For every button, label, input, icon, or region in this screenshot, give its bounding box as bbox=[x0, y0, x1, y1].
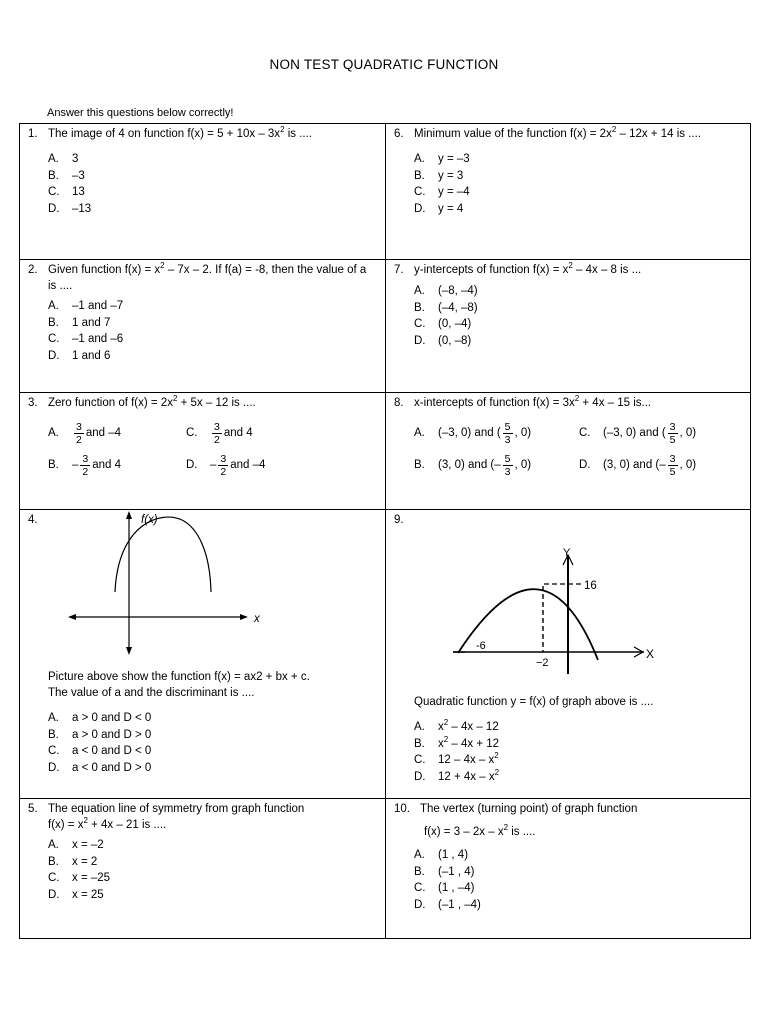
question-10-text: $f(x) = 3 - 2x - x^2$ is .... bbox=[424, 823, 536, 838]
option-d[interactable]: D. a < 0 and D > 0 bbox=[48, 761, 152, 774]
question-3-options bbox=[48, 417, 377, 481]
question-6-text: Minimum value of the function $f(x) = 2x^2 - 12x + 14$ is .... bbox=[414, 125, 701, 140]
option-b[interactable]: B. 1 and 7 bbox=[48, 316, 111, 329]
question-9-options bbox=[414, 719, 742, 785]
page-title: NON TEST QUADRATIC FUNCTION bbox=[269, 57, 499, 72]
question-4-text: The value of a and the discriminant is .... bbox=[48, 687, 255, 699]
option-c[interactable]: C. (1 , –4) bbox=[414, 882, 475, 894]
option-b[interactable]: B. –3 bbox=[48, 169, 85, 182]
fraction: $\frac{3}{5}$ bbox=[669, 420, 676, 446]
question-8-cell bbox=[386, 393, 751, 510]
fraction: $\frac{3}{5}$ bbox=[669, 452, 676, 478]
question-number: 10. bbox=[394, 803, 410, 815]
question-4-text: Picture above show the function f(x) = ax2 + bx + c. bbox=[48, 671, 310, 683]
option-d[interactable]: D. (3, 0) and ( – $\frac{3}{5}$ , 0) bbox=[579, 452, 697, 478]
question-8-text: x-intercepts of function $f(x) = 3x^2 + 4x - 15$ is... bbox=[414, 394, 652, 409]
option-c[interactable]: C. y = –4 bbox=[414, 186, 470, 198]
fraction: $\frac{3}{2}$ bbox=[82, 452, 89, 478]
x-axis-arrow-left bbox=[68, 614, 76, 620]
y-axis-arrow-up bbox=[126, 511, 132, 519]
question-1-options bbox=[48, 151, 377, 217]
option-c[interactable]: C. (0, –4) bbox=[414, 318, 472, 330]
question-10-cell bbox=[386, 799, 751, 939]
question-5-options bbox=[48, 837, 377, 903]
x-axis-arrow-right bbox=[240, 614, 248, 620]
question-number: 3. bbox=[28, 397, 38, 409]
option-a[interactable]: A. $x^2 - 4x - 12$ bbox=[414, 718, 499, 733]
option-b[interactable]: B. x = 2 bbox=[48, 855, 98, 868]
question-number: 8. bbox=[394, 397, 404, 409]
option-b[interactable]: B. – $\frac{3}{2}$ and 4 bbox=[48, 452, 122, 478]
option-d[interactable]: D. – $\frac{3}{2}$ and –4 bbox=[186, 452, 266, 478]
option-a[interactable]: A. 3 bbox=[48, 153, 79, 165]
option-a[interactable]: A. (–3, 0) and ( $\frac{5}{3}$ , 0) bbox=[414, 420, 532, 446]
option-c[interactable]: C. $\frac{3}{2}$ and 4 bbox=[186, 420, 253, 446]
fraction: $\frac{3}{2}$ bbox=[214, 420, 220, 446]
question-1-cell bbox=[20, 124, 386, 260]
question-8-options bbox=[414, 417, 742, 481]
option-d[interactable]: D. y = 4 bbox=[414, 202, 464, 215]
option-b[interactable]: B. a > 0 and D > 0 bbox=[48, 728, 152, 741]
question-number: 9. bbox=[394, 514, 404, 526]
fraction: $\frac{3}{2}$ bbox=[220, 452, 227, 478]
question-6-cell bbox=[386, 124, 751, 260]
option-a[interactable]: A. y = –3 bbox=[414, 153, 470, 165]
x-axis-label: X bbox=[646, 647, 655, 661]
question-10-text: The vertex (turning point) of graph function bbox=[420, 803, 638, 815]
option-a[interactable]: A. x = –2 bbox=[48, 839, 104, 851]
option-d[interactable]: D. x = 25 bbox=[48, 888, 104, 901]
option-c[interactable]: C. x = –25 bbox=[48, 872, 111, 884]
question-number: 1. bbox=[28, 128, 38, 140]
question-number: 4. bbox=[28, 514, 38, 526]
question-7-cell bbox=[386, 260, 751, 393]
option-c[interactable]: C. 13 bbox=[48, 186, 85, 198]
question-2-options bbox=[48, 298, 377, 364]
y-axis-label: Y bbox=[563, 547, 571, 559]
question-6-options bbox=[414, 151, 742, 217]
option-a[interactable]: A. a > 0 and D < 0 bbox=[48, 712, 152, 724]
question-2-cell bbox=[20, 260, 386, 393]
question-4-cell bbox=[20, 510, 386, 799]
option-d[interactable]: D. –13 bbox=[48, 202, 92, 215]
question-number: 5. bbox=[28, 803, 38, 815]
question-number: 6. bbox=[394, 128, 404, 140]
fraction: $\frac{3}{2}$ bbox=[76, 420, 82, 446]
option-c[interactable]: C. –1 and –6 bbox=[48, 333, 124, 345]
question-5-text: The equation line of symmetry from graph function $f(x) = x^2 + 4x - 21$ is .... bbox=[48, 803, 305, 831]
max-value-label: 16 bbox=[584, 580, 597, 592]
question-3-text: Zero function of $f(x) = 2x^2 + 5x - 12$ is .... bbox=[48, 394, 256, 409]
option-b[interactable]: B. (3, 0) and ( – $\frac{5}{3}$ , 0) bbox=[414, 452, 532, 478]
y-axis-label: f(x) bbox=[141, 514, 158, 526]
option-d[interactable]: D. $12 + 4x - x^2$ bbox=[414, 767, 500, 783]
x-axis-label: x bbox=[254, 613, 260, 625]
y-axis-arrow-down bbox=[126, 647, 132, 655]
question-5-cell bbox=[20, 799, 386, 939]
option-b[interactable]: B. $x^2 - 4x + 12$ bbox=[414, 734, 500, 750]
option-b[interactable]: B. (–4, –8) bbox=[414, 301, 478, 314]
question-2-text: Given function $f(x) = x^2 - 7x - 2$. If f(a) = -8, then the value of a is .... bbox=[48, 261, 367, 292]
question-3-cell bbox=[20, 393, 386, 510]
option-d[interactable]: D. (–1 , –4) bbox=[414, 898, 481, 911]
question-1-text: The image of 4 on function $f(x) = 5 + 10x - 3x^2$ is .... bbox=[48, 125, 312, 140]
question-7-text: y-intercepts of function $f(x) = x^2 - 4x - 8$ is ... bbox=[414, 261, 642, 276]
question-grid bbox=[19, 123, 751, 939]
option-d[interactable]: D. (0, –8) bbox=[414, 334, 472, 347]
question-9-cell bbox=[386, 510, 751, 799]
question-10-options bbox=[414, 847, 742, 913]
root-label: -6 bbox=[476, 640, 486, 652]
option-c[interactable]: C. (–3, 0) and ( $\frac{3}{5}$ , 0) bbox=[579, 420, 697, 446]
fraction: $\frac{5}{3}$ bbox=[504, 420, 511, 446]
option-a[interactable]: A. (–8, –4) bbox=[414, 285, 478, 297]
option-c[interactable]: C. a < 0 and D < 0 bbox=[48, 745, 152, 757]
option-a[interactable]: A. $\frac{3}{2}$ and –4 bbox=[48, 420, 122, 446]
question-4-options bbox=[48, 710, 377, 776]
instruction-text: Answer this questions below correctly! bbox=[47, 107, 234, 119]
question-4-graph bbox=[20, 510, 386, 660]
option-c[interactable]: C. $12 - 4x - x^2$ bbox=[414, 751, 499, 766]
question-number: 7. bbox=[394, 264, 404, 276]
option-d[interactable]: D. 1 and 6 bbox=[48, 349, 111, 362]
question-9-graph bbox=[386, 510, 751, 685]
question-7-options bbox=[414, 283, 742, 349]
option-b[interactable]: B. (–1 , 4) bbox=[414, 865, 475, 878]
option-a[interactable]: A. –1 and –7 bbox=[48, 300, 124, 312]
option-a[interactable]: A. (1 , 4) bbox=[414, 849, 469, 861]
fraction: $\frac{5}{3}$ bbox=[504, 452, 511, 478]
question-number: 2. bbox=[28, 264, 38, 276]
question-9-text: Quadratic function y = f(x) of graph above is .... bbox=[414, 696, 654, 708]
vertex-x-label: −2 bbox=[536, 657, 549, 669]
option-b[interactable]: B. y = 3 bbox=[414, 169, 464, 182]
